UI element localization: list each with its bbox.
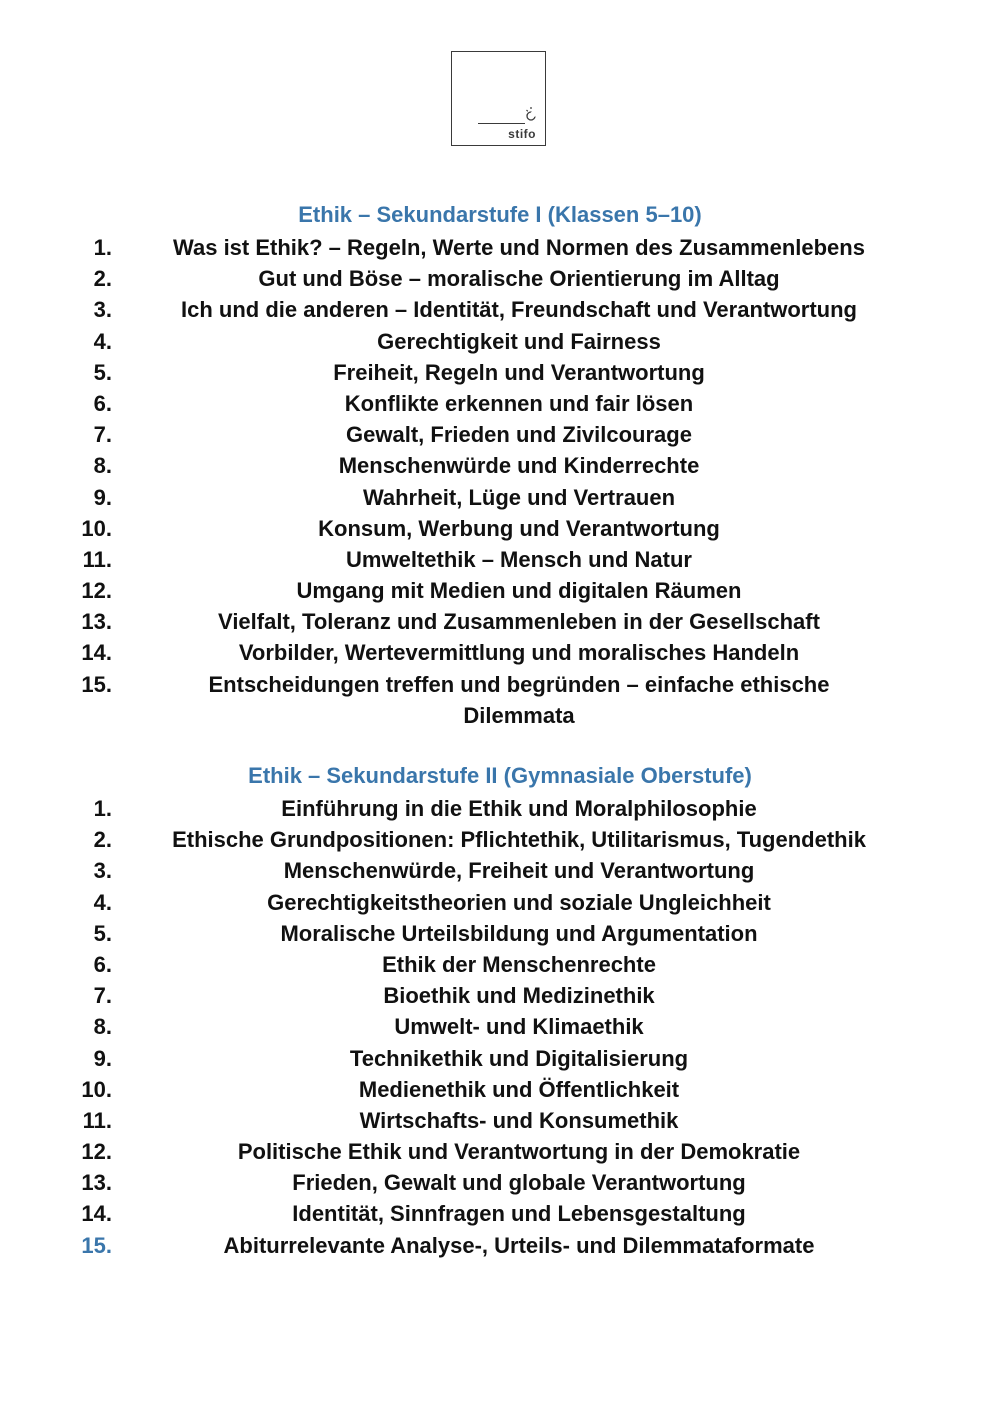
sun-moon-icon bbox=[524, 105, 542, 123]
list-item bbox=[0, 1011, 1000, 1042]
item-number: 4. bbox=[93, 889, 112, 915]
item-text: Wirtschafts- und Konsumethik bbox=[359, 1107, 679, 1133]
section-sekundarstufe-1 bbox=[0, 198, 1000, 731]
item-text: Umwelt- und Klimaethik bbox=[394, 1014, 644, 1040]
item-number: 9. bbox=[93, 484, 112, 510]
item-text: Gerechtigkeitstheorien und soziale Ungleichheit bbox=[267, 889, 771, 915]
item-number: 1. bbox=[93, 235, 112, 260]
item-number: 14. bbox=[81, 1201, 112, 1227]
list-item bbox=[0, 1136, 1000, 1167]
item-text: Ich und die anderen – Identität, Freundschaft und Verantwortung bbox=[181, 297, 857, 323]
item-text: Frieden, Gewalt und globale Verantwortung bbox=[292, 1170, 746, 1196]
list-item bbox=[0, 887, 1000, 918]
list-item bbox=[0, 1167, 1000, 1198]
item-text: Gerechtigkeit und Fairness bbox=[377, 328, 661, 354]
item-number: 10. bbox=[81, 515, 112, 541]
list-item bbox=[0, 294, 1000, 325]
item-number: 15. bbox=[81, 1232, 112, 1258]
list-item bbox=[0, 357, 1000, 388]
list-item bbox=[0, 544, 1000, 575]
item-text: Bioethik und Medizinethik bbox=[383, 983, 655, 1009]
list-item bbox=[0, 263, 1000, 294]
item-text: Gut und Böse – moralische Orientierung im Alltag bbox=[258, 266, 780, 292]
list-item bbox=[0, 1074, 1000, 1105]
item-text: Moralische Urteilsbildung und Argumentation bbox=[280, 920, 758, 946]
item-text: Umweltethik – Mensch und Natur bbox=[346, 546, 692, 572]
item-number: 4. bbox=[93, 328, 112, 354]
item-number: 8. bbox=[93, 453, 112, 479]
list-item bbox=[0, 513, 1000, 544]
list-item bbox=[0, 824, 1000, 855]
item-text: Vorbilder, Wertevermittlung und moralisches Handeln bbox=[238, 640, 800, 666]
item-number: 13. bbox=[81, 1170, 112, 1196]
item-number: 11. bbox=[82, 546, 112, 572]
item-number: 3. bbox=[93, 297, 112, 323]
item-text: Freiheit, Regeln und Verantwortung bbox=[333, 359, 705, 385]
section-2-topic-list bbox=[0, 793, 1000, 1261]
item-number: 6. bbox=[93, 951, 112, 977]
item-text: Konflikte erkennen und fair lösen bbox=[344, 390, 694, 416]
item-number: 8. bbox=[93, 1014, 112, 1040]
item-number: 7. bbox=[93, 422, 112, 448]
list-item bbox=[0, 482, 1000, 513]
item-text: Technikethik und Digitalisierung bbox=[349, 1045, 689, 1071]
item-number: 10. bbox=[81, 1076, 112, 1102]
list-item bbox=[0, 575, 1000, 606]
section-sekundarstufe-2 bbox=[0, 759, 1000, 1261]
item-number: 12. bbox=[81, 578, 112, 604]
item-text: Gewalt, Frieden und Zivilcourage bbox=[346, 422, 692, 448]
list-item bbox=[0, 1230, 1000, 1261]
list-item bbox=[0, 606, 1000, 637]
item-number: 2. bbox=[93, 827, 112, 853]
item-text: Umgang mit Medien und digitalen Räumen bbox=[296, 578, 742, 604]
item-number: 14. bbox=[81, 640, 112, 666]
logo-underline bbox=[478, 123, 525, 124]
list-item bbox=[0, 1043, 1000, 1074]
list-item bbox=[0, 419, 1000, 450]
section-1-title: Ethik – Sekundarstufe I (Klassen 5–10) bbox=[298, 202, 702, 227]
list-item bbox=[0, 637, 1000, 668]
list-item bbox=[0, 388, 1000, 419]
list-item bbox=[0, 232, 1000, 263]
list-item bbox=[0, 326, 1000, 357]
item-number: 3. bbox=[93, 858, 112, 884]
item-text: Abiturrelevante Analyse-, Urteils- und Dilemmataformate bbox=[223, 1232, 815, 1258]
list-item bbox=[0, 949, 1000, 980]
item-number: 11. bbox=[82, 1107, 112, 1133]
item-number: 15. bbox=[81, 671, 112, 697]
item-text: Ethik der Menschenrechte bbox=[382, 951, 656, 977]
item-text: Ethische Grundpositionen: Pflichtethik, Utilitarismus, Tugendethik bbox=[172, 827, 866, 853]
list-item bbox=[0, 980, 1000, 1011]
item-number: 7. bbox=[93, 983, 112, 1009]
section-1-topic-list bbox=[0, 232, 1000, 731]
item-number: 1. bbox=[93, 796, 112, 821]
item-number: 9. bbox=[93, 1045, 112, 1071]
item-number: 5. bbox=[93, 359, 112, 385]
item-text: Was ist Ethik? – Regeln, Werte und Normen des Zusammenlebens bbox=[173, 235, 865, 260]
item-text: Menschenwürde, Freiheit und Verantwortung bbox=[283, 858, 755, 884]
item-number: 2. bbox=[93, 266, 112, 292]
item-number: 12. bbox=[81, 1139, 112, 1165]
item-number: 6. bbox=[93, 390, 112, 416]
item-text: Identität, Sinnfragen und Lebensgestaltung bbox=[292, 1201, 746, 1227]
item-text: Menschenwürde und Kinderrechte bbox=[338, 453, 700, 479]
item-text: Einführung in die Ethik und Moralphilosophie bbox=[281, 796, 757, 821]
item-number: 5. bbox=[93, 920, 112, 946]
item-number: 13. bbox=[81, 609, 112, 635]
list-item bbox=[0, 669, 1000, 731]
item-text: Politische Ethik und Verantwortung in der Demokratie bbox=[237, 1139, 801, 1165]
list-item bbox=[0, 793, 1000, 824]
list-item bbox=[0, 855, 1000, 886]
list-item bbox=[0, 1198, 1000, 1229]
item-text: Entscheidungen treffen und begründen – einfache ethische Dilemmata bbox=[208, 671, 830, 728]
list-item bbox=[0, 1105, 1000, 1136]
list-item bbox=[0, 450, 1000, 481]
item-text: Medienethik und Öffentlichkeit bbox=[358, 1076, 680, 1102]
logo-text: stifo bbox=[508, 127, 536, 141]
item-text: Vielfalt, Toleranz und Zusammenleben in der Gesellschaft bbox=[218, 609, 820, 635]
stifo-logo bbox=[451, 51, 546, 146]
section-2-title: Ethik – Sekundarstufe II (Gymnasiale Oberstufe) bbox=[248, 763, 752, 788]
item-text: Wahrheit, Lüge und Vertrauen bbox=[362, 484, 676, 510]
item-text: Konsum, Werbung und Verantwortung bbox=[318, 515, 720, 541]
list-item bbox=[0, 918, 1000, 949]
